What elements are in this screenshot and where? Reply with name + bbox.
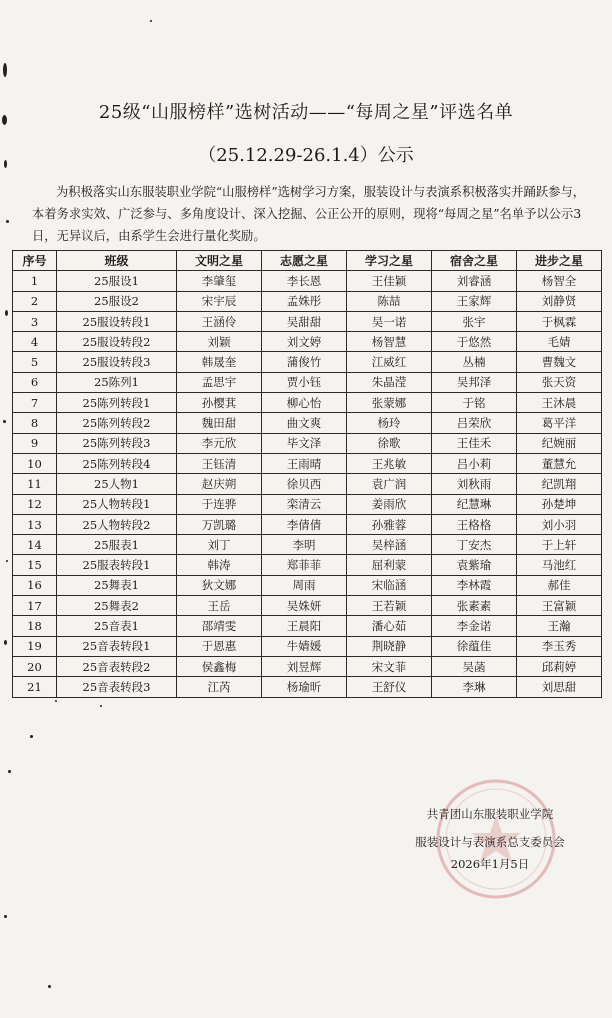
table-cell: 葛平洋: [517, 413, 602, 433]
table-cell: 25人物1: [57, 474, 177, 494]
table-cell: 周雨: [262, 575, 347, 595]
table-row: [13, 453, 602, 473]
table-cell: 张宇: [432, 311, 517, 331]
table-cell: 毛婧: [517, 332, 602, 352]
column-header: 学习之星: [347, 251, 432, 271]
table-cell: 潘心茹: [347, 616, 432, 636]
table-cell: 25音表转段2: [57, 656, 177, 676]
table-cell: 朱晶滢: [347, 372, 432, 392]
table-cell: 韩涛: [177, 555, 262, 575]
table-cell: 25服表转段1: [57, 555, 177, 575]
table-cell: 刘秋雨: [432, 474, 517, 494]
table-cell: 于枫霖: [517, 311, 602, 331]
table-cell: 吴一诺: [347, 311, 432, 331]
table-cell: 王若颖: [347, 596, 432, 616]
table-cell: 张天资: [517, 372, 602, 392]
table-cell: 丛楠: [432, 352, 517, 372]
table-cell: 王雨晴: [262, 453, 347, 473]
intro-paragraph: 为积极落实山东服装职业学院“山服榜样”选树学习方案，服装设计与表演系积极落实并踊跃参与，本着务求实效、广泛参与、多角度设计、深入挖掘、公正公开的原则，现将“每周之星”名单予以公示3日，无异议后，由系学生会进行量化奖励。: [32, 185, 586, 243]
table-cell: 王兆敏: [347, 453, 432, 473]
table-cell: 吴姝妍: [262, 596, 347, 616]
table-cell: 6: [13, 372, 57, 392]
table-row: [13, 474, 602, 494]
table-cell: 纪凯翔: [517, 474, 602, 494]
table-cell: 赵庆朔: [177, 474, 262, 494]
table-cell: 25服设2: [57, 291, 177, 311]
signature-org1: 共青团山东服装职业学院: [426, 807, 554, 821]
table-cell: 侯鑫梅: [177, 656, 262, 676]
table-cell: 郑菲菲: [262, 555, 347, 575]
table-row: [13, 271, 602, 291]
table-cell: 16: [13, 575, 57, 595]
table-cell: 21: [13, 677, 57, 697]
column-header: 序号: [13, 251, 57, 271]
table-cell: 李金诺: [432, 616, 517, 636]
table-cell: 牛婧媛: [262, 636, 347, 656]
table-cell: 13: [13, 514, 57, 534]
table-cell: 张蒙娜: [347, 393, 432, 413]
table-cell: 孟思宇: [177, 372, 262, 392]
table-cell: 19: [13, 636, 57, 656]
column-header: 文明之星: [177, 251, 262, 271]
table-cell: 刘文婷: [262, 332, 347, 352]
column-header: 志愿之星: [262, 251, 347, 271]
table-cell: 杨瑜昕: [262, 677, 347, 697]
table-row: [13, 616, 602, 636]
table-row: [13, 535, 602, 555]
table-cell: 马池红: [517, 555, 602, 575]
table-cell: 25舞表1: [57, 575, 177, 595]
table-cell: 王岳: [177, 596, 262, 616]
table-cell: 18: [13, 616, 57, 636]
table-row: [13, 433, 602, 453]
table-cell: 17: [13, 596, 57, 616]
table-cell: 12: [13, 494, 57, 514]
table-cell: 张素素: [432, 596, 517, 616]
table-cell: 孙樱萁: [177, 393, 262, 413]
table-cell: 吴甜甜: [262, 311, 347, 331]
table-cell: 屈利蒙: [347, 555, 432, 575]
table-cell: 李明: [262, 535, 347, 555]
table-cell: 孟姝彤: [262, 291, 347, 311]
table-row: [13, 514, 602, 534]
table-cell: 袁广润: [347, 474, 432, 494]
table-row: [13, 352, 602, 372]
table-cell: 于铭: [432, 393, 517, 413]
table-cell: 杨玲: [347, 413, 432, 433]
table-cell: 李元欣: [177, 433, 262, 453]
table-cell: 郝佳: [517, 575, 602, 595]
table-cell: 陈喆: [347, 291, 432, 311]
table-cell: 25音表转段1: [57, 636, 177, 656]
table-row: [13, 555, 602, 575]
table-cell: 徐歌: [347, 433, 432, 453]
column-header: 进步之星: [517, 251, 602, 271]
table-cell: 毕文泽: [262, 433, 347, 453]
table-cell: 25服设转段3: [57, 352, 177, 372]
table-cell: 25人物转段1: [57, 494, 177, 514]
table-cell: 25陈列转段3: [57, 433, 177, 453]
table-cell: 吴邦泽: [432, 372, 517, 392]
table-cell: 纪慧琳: [432, 494, 517, 514]
table-cell: 吕小莉: [432, 453, 517, 473]
document-title: 25级“山服榜样”选树活动——“每周之星”评选名单: [98, 102, 514, 123]
table-cell: 徐贝西: [262, 474, 347, 494]
table-cell: 刘思甜: [517, 677, 602, 697]
table-cell: 杨智全: [517, 271, 602, 291]
table-cell: 4: [13, 332, 57, 352]
table-cell: 刘昱辉: [262, 656, 347, 676]
table-cell: 徐蕴佳: [432, 636, 517, 656]
table-cell: 11: [13, 474, 57, 494]
table-cell: 吴梓涵: [347, 535, 432, 555]
table-cell: 25音表1: [57, 616, 177, 636]
table-cell: 宋临涵: [347, 575, 432, 595]
table-cell: 曹魏文: [517, 352, 602, 372]
table-cell: 王钰清: [177, 453, 262, 473]
table-cell: 贾小钰: [262, 372, 347, 392]
table-row: [13, 291, 602, 311]
table-cell: 王瀚: [517, 616, 602, 636]
table-cell: 姜雨欣: [347, 494, 432, 514]
table-cell: 25陈列转段4: [57, 453, 177, 473]
table-cell: 王舒仪: [347, 677, 432, 697]
table-cell: 王佳禾: [432, 433, 517, 453]
table-cell: 韩晟奎: [177, 352, 262, 372]
table-cell: 荆晓静: [347, 636, 432, 656]
table-cell: 万凯璐: [177, 514, 262, 534]
table-cell: 栾清云: [262, 494, 347, 514]
table-cell: 25人物转段2: [57, 514, 177, 534]
table-cell: 王格格: [432, 514, 517, 534]
winners-table: [12, 250, 602, 698]
table-cell: 董慧允: [517, 453, 602, 473]
table-cell: 9: [13, 433, 57, 453]
table-cell: 于连骅: [177, 494, 262, 514]
table-cell: 3: [13, 311, 57, 331]
table-cell: 孙雅蓉: [347, 514, 432, 534]
table-cell: 1: [13, 271, 57, 291]
table-cell: 狄文娜: [177, 575, 262, 595]
table-cell: 柳心怡: [262, 393, 347, 413]
table-row: [13, 494, 602, 514]
table-cell: 袁紫瑜: [432, 555, 517, 575]
table-cell: 25服表1: [57, 535, 177, 555]
signature-date: 2026年1月5日: [450, 857, 530, 871]
table-cell: 10: [13, 453, 57, 473]
table-cell: 王家辉: [432, 291, 517, 311]
table-cell: 王佳颖: [347, 271, 432, 291]
table-cell: 刘睿涵: [432, 271, 517, 291]
table-cell: 杨智慧: [347, 332, 432, 352]
signature-org2: 服装设计与表演系总支委员会: [415, 835, 565, 849]
table-cell: 于上轩: [517, 535, 602, 555]
table-cell: 2: [13, 291, 57, 311]
table-row: [13, 656, 602, 676]
table-cell: 江芮: [177, 677, 262, 697]
table-row: [13, 413, 602, 433]
table-cell: 25服设转段2: [57, 332, 177, 352]
table-cell: 5: [13, 352, 57, 372]
table-cell: 25陈列转段2: [57, 413, 177, 433]
table-cell: 刘丁: [177, 535, 262, 555]
table-cell: 李玉秀: [517, 636, 602, 656]
table-cell: 25陈列转段1: [57, 393, 177, 413]
table-cell: 25陈列1: [57, 372, 177, 392]
table-cell: 丁安杰: [432, 535, 517, 555]
table-cell: 王富颖: [517, 596, 602, 616]
table-cell: 25音表转段3: [57, 677, 177, 697]
table-row: [13, 575, 602, 595]
table-cell: 纪婉丽: [517, 433, 602, 453]
table-cell: 邱莉婷: [517, 656, 602, 676]
table-cell: 李林霞: [432, 575, 517, 595]
table-cell: 25服设1: [57, 271, 177, 291]
table-row: [13, 677, 602, 697]
table-cell: 宋文菲: [347, 656, 432, 676]
table-cell: 7: [13, 393, 57, 413]
table-cell: 王涵伶: [177, 311, 262, 331]
table-cell: 于恩惠: [177, 636, 262, 656]
table-cell: 25舞表2: [57, 596, 177, 616]
table-row: [13, 393, 602, 413]
table-cell: 25服设转段1: [57, 311, 177, 331]
table-row: [13, 636, 602, 656]
table-cell: 邵靖雯: [177, 616, 262, 636]
table-cell: 蒲俊竹: [262, 352, 347, 372]
table-cell: 15: [13, 555, 57, 575]
table-cell: 吕荣欣: [432, 413, 517, 433]
table-cell: 江威红: [347, 352, 432, 372]
table-cell: 李长恩: [262, 271, 347, 291]
table-body: [13, 271, 602, 697]
table-cell: 14: [13, 535, 57, 555]
table-cell: 于悠然: [432, 332, 517, 352]
table-cell: 王沐晨: [517, 393, 602, 413]
column-header: 班级: [57, 251, 177, 271]
table-cell: 刘小羽: [517, 514, 602, 534]
table-cell: 刘静贤: [517, 291, 602, 311]
table-row: [13, 372, 602, 392]
column-header: 宿舍之星: [432, 251, 517, 271]
table-cell: 吴菡: [432, 656, 517, 676]
table-cell: 宋宇辰: [177, 291, 262, 311]
table-row: [13, 596, 602, 616]
table-cell: 8: [13, 413, 57, 433]
table-cell: 王晨阳: [262, 616, 347, 636]
table-cell: 李肇玺: [177, 271, 262, 291]
table-cell: 刘颖: [177, 332, 262, 352]
table-header-row: [13, 251, 602, 271]
table-cell: 李倩倩: [262, 514, 347, 534]
table-row: [13, 311, 602, 331]
table-cell: 曲文爽: [262, 413, 347, 433]
table-row: [13, 332, 602, 352]
table-cell: 孙楚坤: [517, 494, 602, 514]
table-cell: 20: [13, 656, 57, 676]
table-cell: 魏田甜: [177, 413, 262, 433]
table-cell: 李琳: [432, 677, 517, 697]
document-date-range: （25.12.29-26.1.4）公示: [198, 145, 414, 166]
